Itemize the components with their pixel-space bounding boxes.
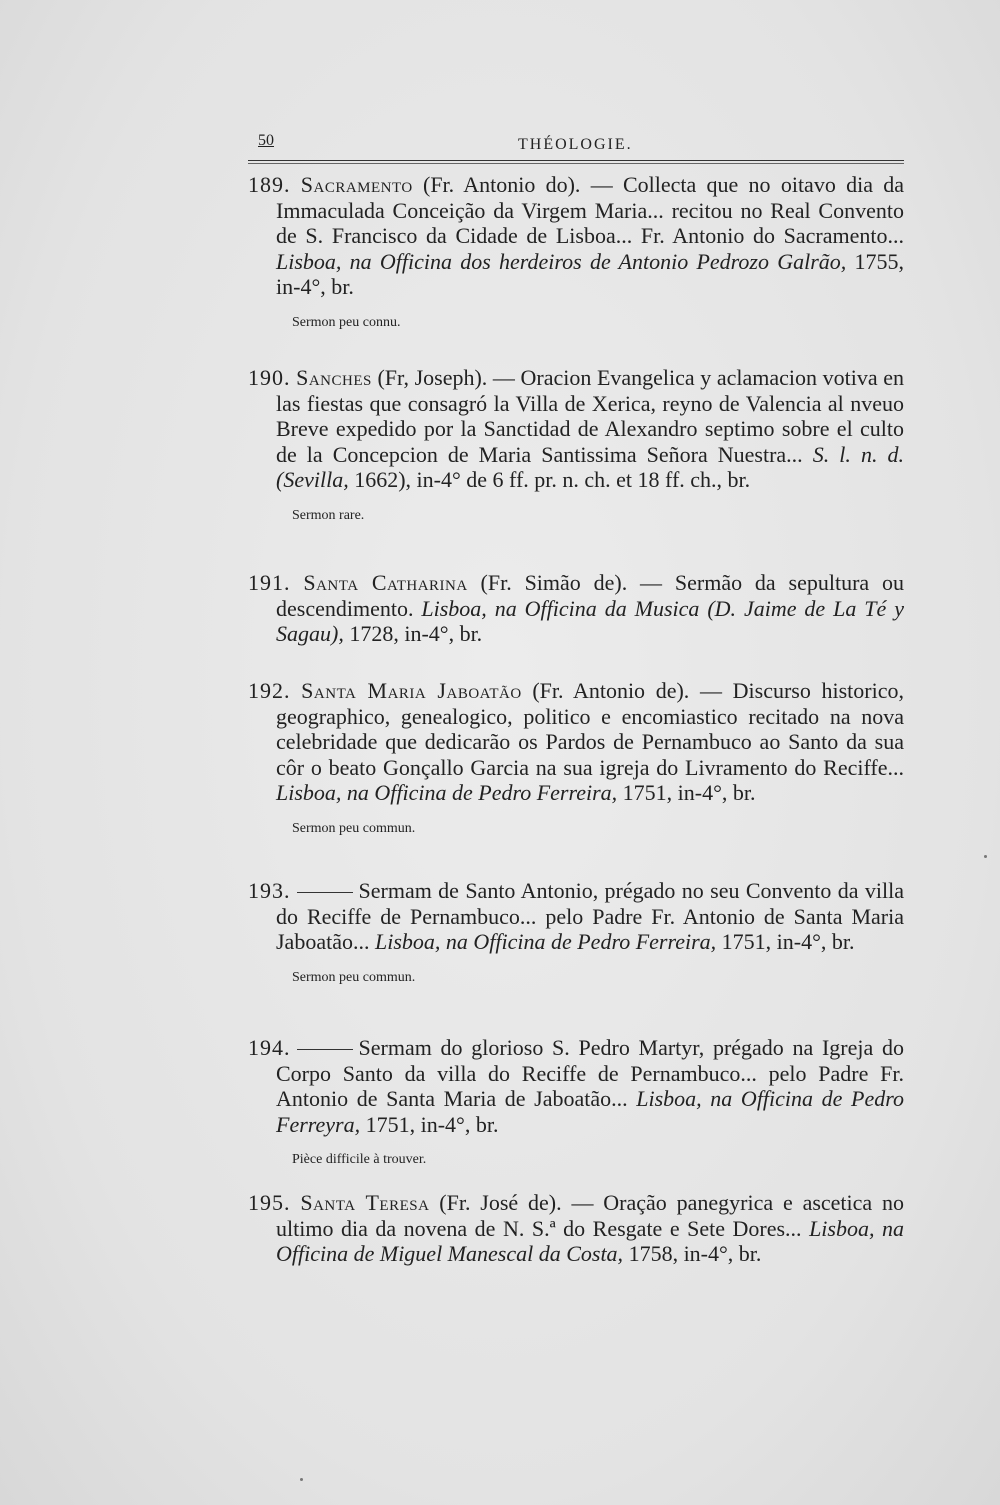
entry-author: Santa Teresa xyxy=(300,1190,430,1215)
entry-imprint: Lisboa, na Officina dos herdeiros de Antonio Pedrozo Galrão, xyxy=(276,248,847,274)
entry-imprint: Lisboa, na Officina de Miguel Manescal da Costa, xyxy=(276,1215,904,1266)
entry-number: 190. xyxy=(248,365,291,390)
entry-description: Sermam do glorioso S. Pedro Martyr, prégado na Igreja do Corpo Santo da villa do Reciffe de Pernambuco... pelo Padre Fr. Antonio de Santa Maria de Jaboatão... xyxy=(276,1035,904,1111)
bibliography-entry-194 xyxy=(248,1035,904,1169)
entry-note: Sermon peu connu. xyxy=(292,314,401,330)
entry-number: 194. xyxy=(248,1035,291,1060)
entry-text xyxy=(248,172,904,300)
entry-note: Sermon rare. xyxy=(292,507,365,523)
bibliography-entry-193 xyxy=(248,878,904,987)
header-rule-secondary xyxy=(248,163,904,164)
bibliography-entry-191 xyxy=(248,570,904,647)
entry-imprint: Lisboa, na Officina de Pedro Ferreira, xyxy=(276,780,618,805)
entry-number: 189. xyxy=(248,172,291,197)
entry-format: 1751, in-4°, br. xyxy=(716,929,855,954)
entry-author: Santa Maria Jaboatão xyxy=(301,678,522,703)
entry-imprint: Lisboa, na Officina da Musica (D. Jaime de La Té y Sagau), xyxy=(276,595,904,646)
entry-number: 193. xyxy=(248,878,291,903)
entry-format: 1728, in-4°, br. xyxy=(343,621,483,646)
entry-text xyxy=(248,878,904,955)
paper-speck xyxy=(300,1478,303,1481)
ditto-dash xyxy=(297,892,353,893)
page-header xyxy=(248,132,904,162)
entry-text xyxy=(248,1035,904,1137)
entry-format: 1662), in-4° de 6 ff. pr. n. ch. et 18 ff. ch., br. xyxy=(348,467,751,492)
header-rule xyxy=(248,160,904,161)
bibliography-entry-189 xyxy=(248,172,904,332)
entry-note: Sermon peu commun. xyxy=(292,820,416,836)
paper-speck xyxy=(984,855,987,858)
entry-author: Sacramento xyxy=(300,172,413,197)
entry-number: 192. xyxy=(248,678,291,703)
entry-number: 195. xyxy=(248,1190,291,1215)
entry-text xyxy=(248,678,904,806)
page-number: 50 xyxy=(258,132,274,149)
bibliography-entry-190 xyxy=(248,365,904,525)
entry-imprint: S. l. n. d. (Sevilla, xyxy=(276,441,904,492)
entry-author: Santa Catharina xyxy=(303,570,468,595)
entry-description: (Fr. Antonio de). — Discurso historico, geographico, genealogico, politico e encomiastico recitado na nova celebridade que dedicarão os Pardos de Pernambuco ao Santo da sua côr o beato Gonçallo Garcia na sua igreja do Livramento do Reciffe... xyxy=(276,678,905,780)
entry-format: 1751, in-4°, br. xyxy=(617,780,756,805)
entry-description: (Fr, Joseph). — Oracion Evangelica y aclamacion votiva en las fiestas que consagró la Villa de Xerica, reyno de Valencia al nveuo Breve expedido por la Sanctidad de Alexandro septimo sobre el culto de la Concepcion de Maria Santissima Señora Nuestra... xyxy=(276,365,904,467)
entry-description: (Fr. José de). — Oração panegyrica e ascetica no ultimo dia da novena de N. S.ª do Resgate e Sete Dores... xyxy=(276,1190,905,1241)
entry-text xyxy=(248,365,904,493)
ditto-dash xyxy=(297,1049,353,1050)
entry-format: 1751, in-4°, br. xyxy=(360,1111,499,1137)
entry-format: 1755, in-4°, br. xyxy=(276,248,905,299)
entry-description: (Fr. Antonio do). — Collecta que no oitavo dia da Immaculada Conceição da Virgem Maria... recitou no Real Convento de S. Francisco da Cidade de Lisboa... Fr. Antonio do Sacramento... xyxy=(276,172,904,248)
entry-format: 1758, in-4°, br. xyxy=(623,1241,762,1266)
entry-text xyxy=(248,570,904,647)
entry-author: Sanches xyxy=(296,365,372,390)
bibliography-entry-195 xyxy=(248,1190,904,1267)
entry-note: Pièce difficile à trouver. xyxy=(292,1152,427,1167)
entry-text xyxy=(248,1190,904,1267)
entry-description: (Fr. Simão de). — Sermão da sepultura ou descendimento. xyxy=(276,570,905,621)
entry-description: Sermam de Santo Antonio, prégado no seu Convento da villa do Reciffe de Pernambuco... pelo Padre Fr. Antonio de Santa Maria Jaboatão... xyxy=(276,878,904,954)
entry-note: Sermon peu commun. xyxy=(292,969,416,985)
entry-imprint: Lisboa, na Officina de Pedro Ferreyra, xyxy=(276,1086,904,1137)
bibliography-entry-192 xyxy=(248,678,904,838)
entry-number: 191. xyxy=(248,570,291,595)
entry-imprint: Lisboa, na Officina de Pedro Ferreira, xyxy=(374,929,717,954)
running-title: THÉOLOGIE. xyxy=(518,136,633,153)
